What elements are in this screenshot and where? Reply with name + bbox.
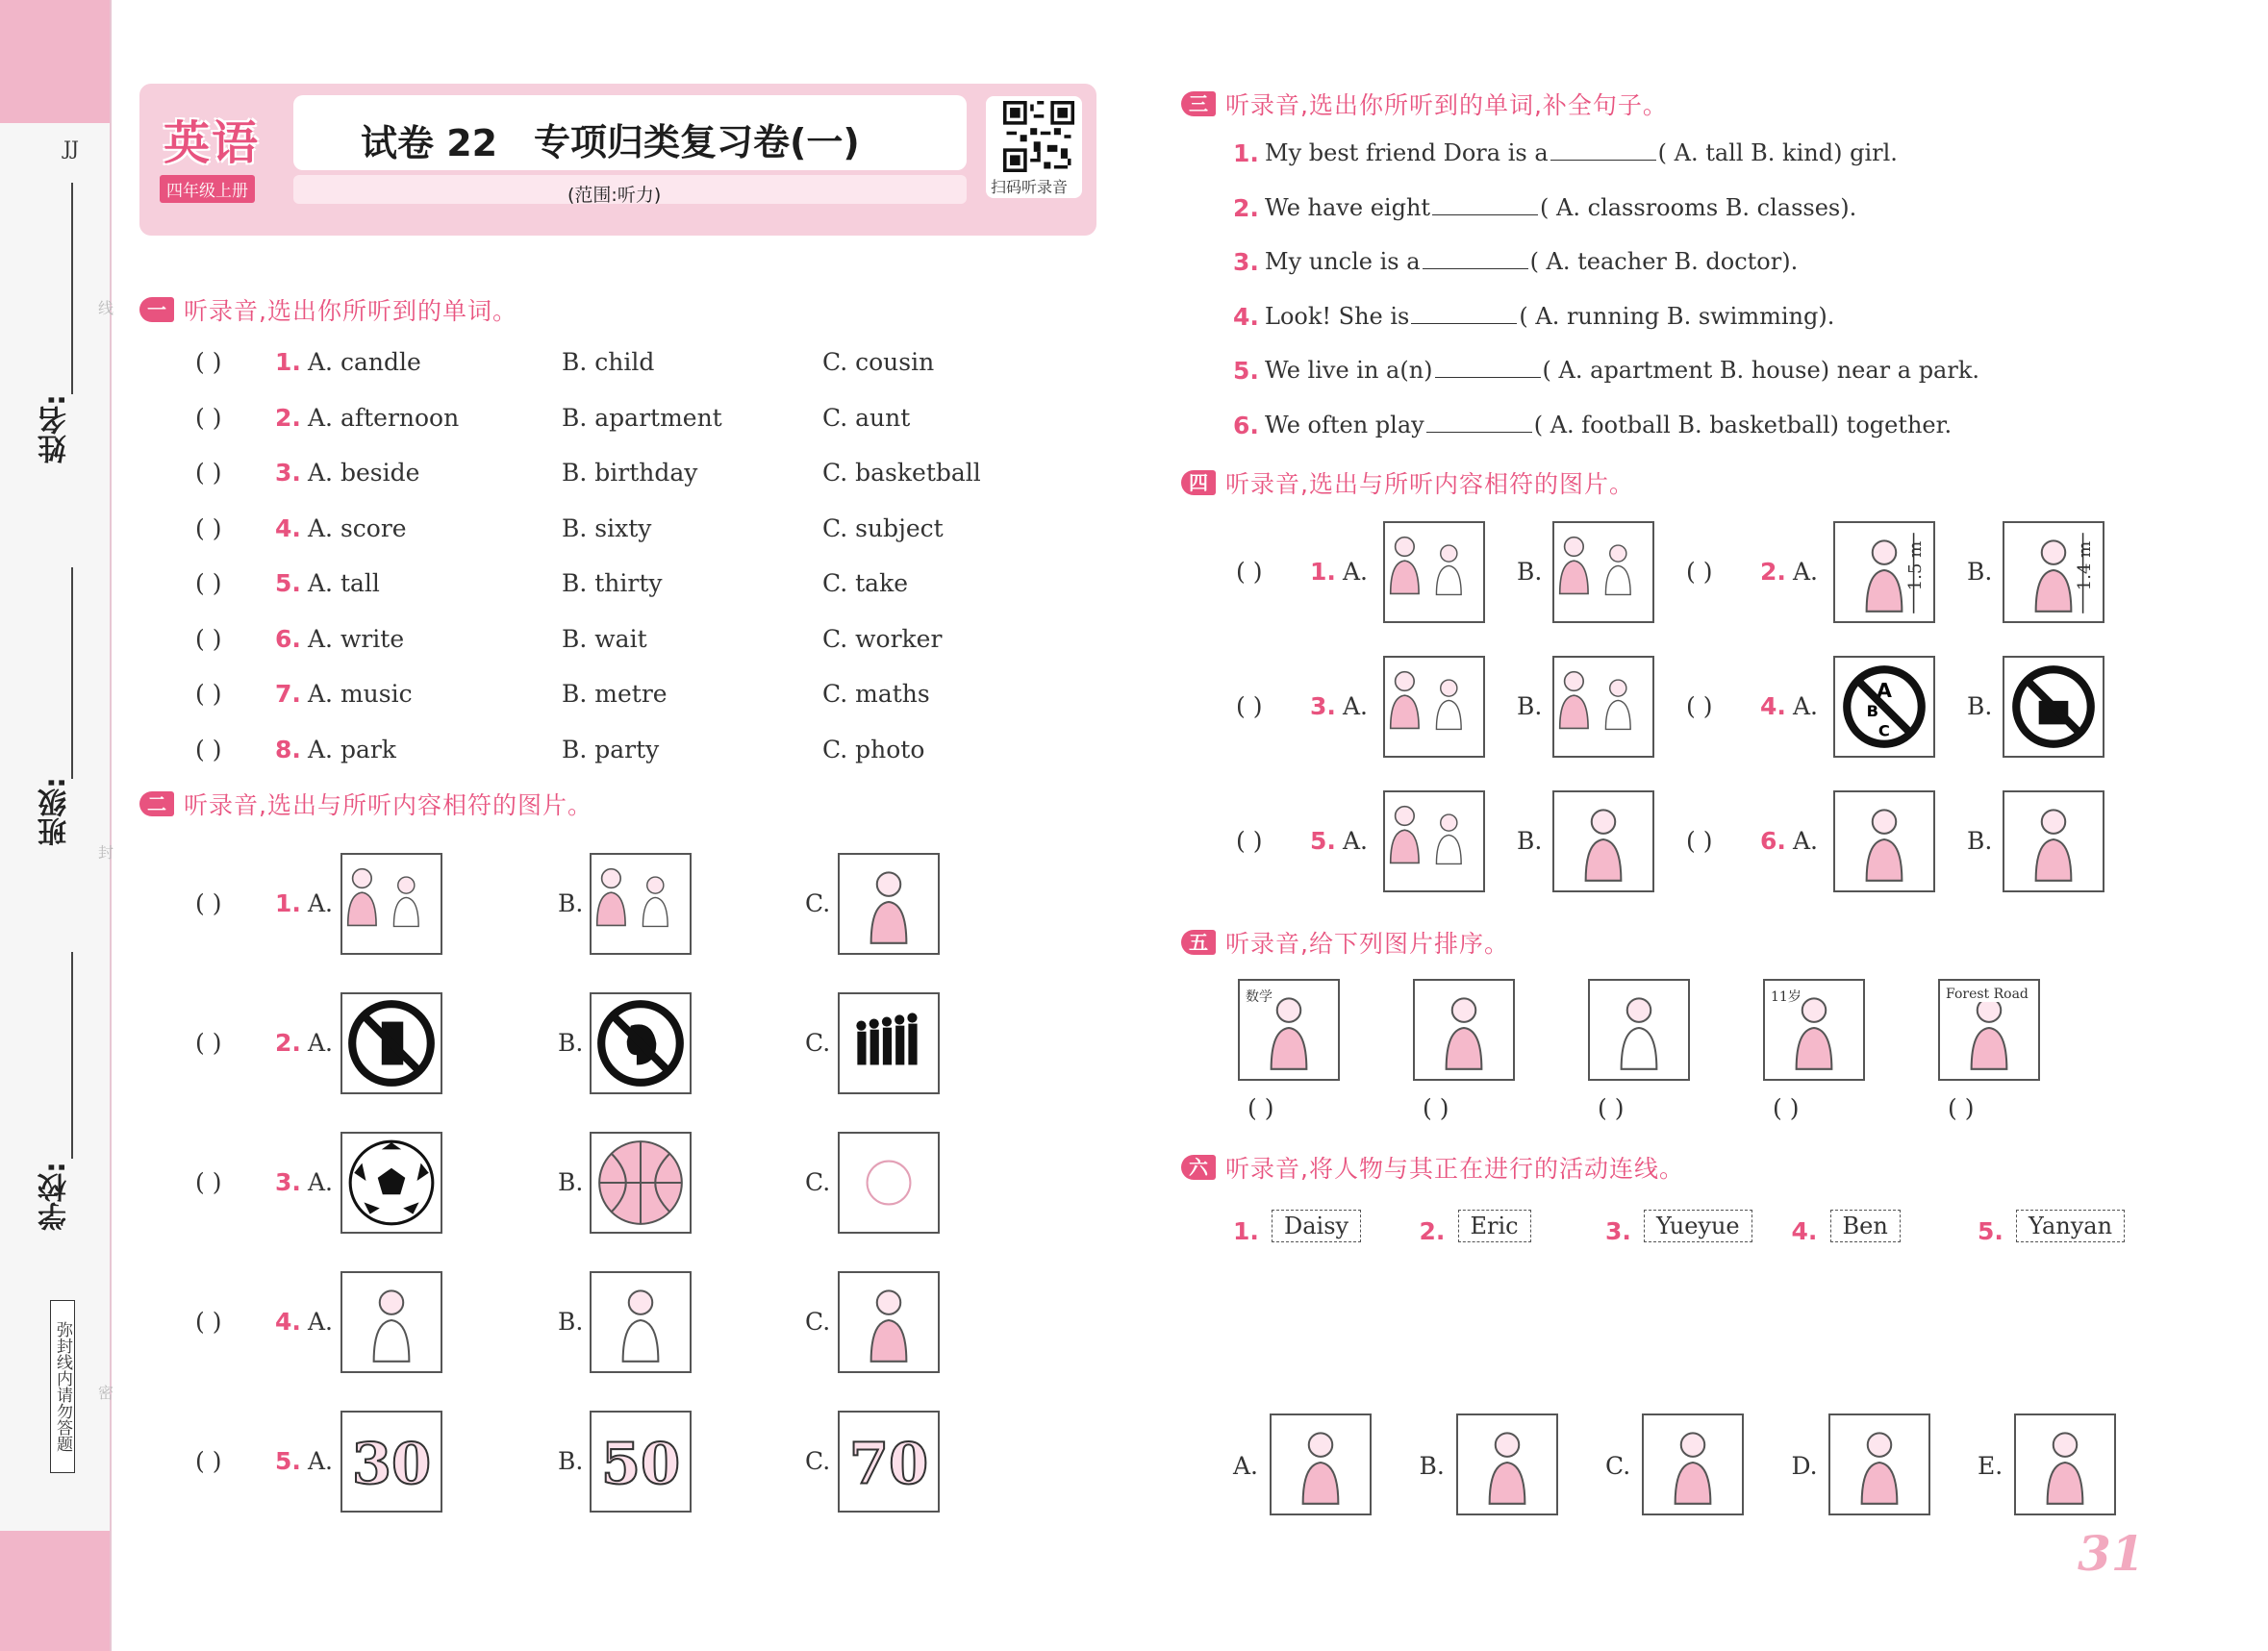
answer-blank[interactable] — [1411, 304, 1517, 324]
answer-blank[interactable] — [1550, 140, 1656, 161]
table-tennis-icon — [1830, 1415, 1928, 1513]
question-number: 5. — [1233, 357, 1259, 385]
sequence-picture — [1413, 979, 1515, 1081]
answer-paren[interactable]: ( ) — [195, 624, 222, 653]
section-instruction: 听录音,选出你所听到的单词,补全句子。 — [1225, 91, 1668, 119]
svg-text:30: 30 — [351, 1429, 432, 1497]
ping-pong-ball-icon — [840, 1134, 938, 1232]
activity-picture[interactable] — [1456, 1413, 1558, 1515]
option-a: A. candle — [308, 348, 421, 376]
school-line — [71, 952, 73, 1159]
option-b: B. thirty — [562, 569, 663, 597]
height-label: 1.5 m — [1905, 540, 1927, 591]
swimming-icon — [1272, 1415, 1370, 1513]
picture-option[interactable] — [1552, 521, 1654, 623]
picture-option[interactable] — [2003, 521, 2104, 623]
svg-text:C: C — [1877, 721, 1890, 740]
question-number: 3. — [275, 459, 301, 487]
height-label: 1.4 m — [2075, 540, 2096, 591]
person-number: 2. — [1419, 1217, 1446, 1245]
question-number: 1. — [275, 348, 301, 376]
class-label: 班级: — [38, 777, 72, 846]
long-jump-icon — [1835, 792, 1933, 890]
sentence-start: We live in a(n) — [1265, 357, 1433, 384]
no-writing-abc-icon — [1835, 658, 1933, 756]
sentence — [1265, 248, 1798, 275]
order-paren[interactable]: ( ) — [1247, 1094, 1274, 1122]
person-name[interactable]: Yanyan — [2016, 1210, 2125, 1242]
option-c: C. — [805, 1447, 831, 1475]
person-name[interactable]: Eric — [1458, 1210, 1531, 1242]
option-a: A. — [1343, 692, 1369, 720]
sentence-start: We have eight — [1265, 193, 1431, 221]
option-b: B. apartment — [562, 403, 722, 432]
option-b: B. party — [562, 735, 660, 763]
option-b: B. birthday — [562, 459, 698, 487]
question-number: 1. — [1310, 558, 1336, 586]
activity-label: B. — [1419, 1452, 1445, 1480]
50 — [592, 1413, 690, 1511]
big-family-icon — [1385, 658, 1483, 756]
family-cooking-icon — [1385, 792, 1483, 890]
answer-blank[interactable] — [1426, 413, 1532, 433]
picture-option[interactable] — [1383, 521, 1485, 623]
picture-option[interactable] — [590, 1411, 692, 1513]
option-b: B. — [1967, 827, 1993, 855]
sentence-start: My best friend Dora is a — [1265, 139, 1549, 166]
section-number: 一 — [139, 297, 174, 322]
option-a: A. — [1343, 827, 1369, 855]
qr-code-icon[interactable] — [1003, 101, 1074, 172]
question-number: 5. — [275, 569, 301, 597]
answer-paren[interactable]: ( ) — [195, 1029, 222, 1057]
answer-paren[interactable]: ( ) — [195, 459, 222, 487]
question-number: 4. — [275, 1308, 301, 1336]
binding-strip-top — [0, 0, 110, 123]
sequence-picture — [1938, 979, 2040, 1081]
paper-scope: (范围:听力) — [567, 185, 662, 206]
person-number: 4. — [1791, 1217, 1818, 1245]
seal-char: 封 — [98, 843, 114, 862]
option-c: C. maths — [822, 680, 930, 708]
section3-heading — [1181, 87, 1668, 121]
option-c: C. worker — [822, 624, 943, 653]
section4-heading — [1181, 465, 1634, 500]
option-a: A. — [308, 889, 334, 917]
30 — [342, 1413, 441, 1511]
answer-blank[interactable] — [1435, 358, 1541, 378]
svg-text:B: B — [1866, 702, 1879, 721]
question-number: 2. — [275, 403, 301, 432]
sequence-picture — [1238, 979, 1340, 1081]
option-b: B. wait — [562, 624, 647, 653]
sentence-start: We often play — [1265, 411, 1424, 438]
picture-option[interactable] — [838, 1132, 940, 1234]
answer-paren[interactable]: ( ) — [1236, 827, 1263, 855]
activity-label: D. — [1791, 1452, 1818, 1480]
option-b: B. — [1967, 558, 1993, 586]
option-c: C. — [805, 889, 831, 917]
option-a: A. beside — [308, 459, 420, 487]
picture-caption: 数学 — [1246, 987, 1273, 1006]
sentence-options: ( A. tall B. kind) girl. — [1657, 139, 1898, 166]
children-running-icon — [592, 855, 690, 953]
picture-option[interactable] — [2003, 790, 2104, 892]
option-c: C. — [805, 1168, 831, 1196]
edition-code: JJ — [63, 137, 80, 160]
paper-title: 专项归类复习卷(一) — [534, 121, 860, 163]
question-number: 6. — [1233, 411, 1259, 439]
option-a: A. — [1793, 692, 1819, 720]
answer-paren[interactable]: ( ) — [1236, 558, 1263, 586]
answer-blank[interactable] — [1432, 195, 1538, 215]
section1-heading — [139, 292, 517, 327]
section6-heading — [1181, 1150, 1684, 1185]
option-a: A. — [308, 1447, 334, 1475]
order-paren[interactable]: ( ) — [1948, 1094, 1975, 1122]
section5-heading — [1181, 925, 1509, 960]
section-number: 四 — [1181, 470, 1216, 495]
sentence-start: Look! She is — [1265, 302, 1410, 330]
section-instruction: 听录音,将人物与其正在进行的活动连线。 — [1225, 1155, 1684, 1183]
name-label: 姓名: — [38, 394, 72, 463]
order-paren[interactable]: ( ) — [1598, 1094, 1625, 1122]
doctor-icon — [592, 1273, 690, 1371]
question-number: 2. — [275, 1029, 301, 1057]
school-label: 学校: — [38, 1162, 72, 1231]
option-a: A. afternoon — [308, 403, 460, 432]
option-a: A. tall — [308, 569, 380, 597]
no-entry-door-icon — [342, 994, 441, 1092]
question-number: 3. — [1310, 692, 1336, 720]
person-number: 3. — [1605, 1217, 1631, 1245]
person-number: 5. — [1978, 1217, 2003, 1245]
nurse-icon — [840, 1273, 938, 1371]
70 — [840, 1413, 938, 1511]
high-jump-icon — [2004, 792, 2103, 890]
sentence — [1265, 139, 1898, 166]
section-instruction: 听录音,选出你所听到的单词。 — [184, 297, 517, 325]
answer-paren[interactable]: ( ) — [195, 569, 222, 597]
sequence-picture — [1588, 979, 1690, 1081]
picture-option[interactable] — [590, 992, 692, 1094]
option-b: B. — [558, 1447, 584, 1475]
running-girl-icon — [2016, 1415, 2114, 1513]
two-people-science-icon — [342, 855, 441, 953]
small-family-icon — [1554, 658, 1652, 756]
section-instruction: 听录音,选出与所听内容相符的图片。 — [1225, 470, 1634, 498]
picture-option[interactable] — [590, 1271, 692, 1373]
picture-option[interactable] — [340, 853, 442, 955]
option-a: A. score — [308, 513, 407, 542]
answer-paren[interactable]: ( ) — [1236, 692, 1263, 720]
answer-paren[interactable]: ( ) — [195, 403, 222, 432]
section2-heading — [139, 787, 592, 821]
order-paren[interactable]: ( ) — [1773, 1094, 1800, 1122]
question-number: 6. — [275, 624, 301, 653]
teacher-board-icon — [840, 855, 938, 953]
question-number: 1. — [275, 889, 301, 917]
activity-label: C. — [1605, 1452, 1631, 1480]
picture-option[interactable] — [838, 1411, 940, 1513]
picture-option[interactable] — [1383, 656, 1485, 758]
option-b: B. — [558, 1308, 584, 1336]
cook-icon — [342, 1273, 441, 1371]
picture-option[interactable] — [1552, 790, 1654, 892]
section-instruction: 听录音,给下列图片排序。 — [1225, 930, 1509, 958]
playing-football-icon — [1458, 1415, 1556, 1513]
question-number: 7. — [275, 680, 301, 708]
sentence — [1265, 303, 1834, 330]
picture-option[interactable] — [1383, 790, 1485, 892]
no-answer-warning: 弥封线内请勿答题 — [50, 1300, 75, 1473]
grade-badge: 四年级上册 — [160, 175, 255, 203]
activity-label: A. — [1233, 1452, 1259, 1480]
binding-strip-bottom — [0, 1531, 110, 1651]
option-a: A. — [308, 1308, 334, 1336]
section-number: 五 — [1181, 930, 1216, 955]
question-number: 3. — [275, 1168, 301, 1196]
picture-option[interactable] — [838, 992, 940, 1094]
option-b: B. child — [562, 348, 655, 376]
option-c: C. take — [822, 569, 909, 597]
football-icon — [342, 1134, 441, 1232]
picture-option[interactable] — [838, 1271, 940, 1373]
activity-picture[interactable] — [2014, 1413, 2116, 1515]
option-c: C. cousin — [822, 348, 935, 376]
activity-picture[interactable] — [1828, 1413, 1930, 1515]
option-c: C. photo — [822, 735, 925, 763]
section-instruction: 听录音,选出与所听内容相符的图片。 — [184, 791, 592, 819]
section-number: 六 — [1181, 1155, 1216, 1180]
option-b: B. — [558, 889, 584, 917]
page-number: 31 — [2078, 1525, 2145, 1582]
picture-option[interactable] — [340, 992, 442, 1094]
question-number: 3. — [1233, 248, 1259, 276]
seal-char: 密 — [98, 1384, 114, 1402]
picture-option[interactable] — [1833, 656, 1935, 758]
option-a: A. — [308, 1029, 334, 1057]
picture-option[interactable] — [340, 1271, 442, 1373]
question-number: 4. — [1760, 692, 1786, 720]
picture-option[interactable] — [838, 853, 940, 955]
worker-icon — [1415, 981, 1513, 1079]
option-b: B. — [558, 1168, 584, 1196]
person-number: 1. — [1233, 1217, 1259, 1245]
person-name[interactable]: Ben — [1830, 1210, 1901, 1242]
option-c: C. aunt — [822, 403, 911, 432]
answer-paren[interactable]: ( ) — [195, 1308, 222, 1336]
question-number: 4. — [1233, 302, 1259, 331]
picture-option[interactable] — [1833, 790, 1935, 892]
sentence — [1265, 412, 1952, 438]
answer-paren[interactable]: ( ) — [195, 680, 222, 708]
option-b: B. — [1517, 558, 1543, 586]
sentence — [1265, 357, 1979, 384]
playing-basketball-icon — [1644, 1415, 1742, 1513]
option-a: A. park — [308, 735, 396, 763]
answer-paren[interactable]: ( ) — [195, 889, 222, 917]
question-number: 2. — [1760, 558, 1786, 586]
answer-paren[interactable]: ( ) — [195, 1447, 222, 1475]
answer-paren[interactable]: ( ) — [1686, 558, 1713, 586]
option-a: A. — [308, 1168, 334, 1196]
option-a: A. music — [308, 680, 413, 708]
picture-option[interactable] — [340, 1411, 442, 1513]
option-a: A. — [1343, 558, 1369, 586]
grandparents-computer-icon — [1385, 523, 1483, 621]
activity-label: E. — [1978, 1452, 2003, 1480]
sequence-picture — [1763, 979, 1865, 1081]
option-b: B. — [1517, 692, 1543, 720]
cooking-man-icon — [1590, 981, 1688, 1079]
picture-option[interactable] — [590, 853, 692, 955]
picture-option[interactable] — [1552, 656, 1654, 758]
subject-title: 英语 — [164, 116, 261, 170]
family-gardening-icon — [1554, 523, 1652, 621]
sentence-options: ( A. football B. basketball) together. — [1533, 411, 1953, 438]
order-paren[interactable]: ( ) — [1423, 1094, 1449, 1122]
svg-text:A: A — [1877, 678, 1892, 702]
answer-paren[interactable]: ( ) — [195, 1168, 222, 1196]
sentence-options: ( A. apartment B. house) near a park. — [1542, 357, 1980, 384]
no-noise-icon — [592, 994, 690, 1092]
section-number: 二 — [139, 791, 174, 816]
person-name[interactable]: Yueyue — [1644, 1210, 1752, 1242]
picture-option[interactable] — [340, 1132, 442, 1234]
picture-option[interactable] — [1833, 521, 1935, 623]
question-number: 6. — [1760, 827, 1786, 855]
option-c: C. — [805, 1029, 831, 1057]
answer-paren[interactable]: ( ) — [195, 513, 222, 542]
fruit-basket-icon — [1554, 792, 1652, 890]
paper-number: 试卷 22 — [361, 122, 498, 164]
seal-char: 线 — [98, 299, 114, 317]
svg-text:70: 70 — [848, 1429, 929, 1497]
basketball-icon — [592, 1134, 690, 1232]
option-c: C. subject — [822, 513, 944, 542]
activity-picture[interactable] — [1270, 1413, 1372, 1515]
option-b: B. — [558, 1029, 584, 1057]
question-number: 4. — [275, 513, 301, 542]
qr-label: 扫码听录音 — [991, 178, 1069, 196]
section-number: 三 — [1181, 91, 1216, 116]
no-littering-icon — [2004, 658, 2103, 756]
sentence-start: My uncle is a — [1265, 248, 1421, 275]
option-c: C. — [805, 1308, 831, 1336]
option-b: B. metre — [562, 680, 668, 708]
answer-paren[interactable]: ( ) — [1686, 692, 1713, 720]
picture-caption: 11岁 — [1771, 987, 1802, 1006]
name-line — [71, 183, 73, 394]
option-a: A. — [1793, 558, 1819, 586]
question-number: 5. — [275, 1447, 301, 1475]
option-a: A. — [1793, 827, 1819, 855]
question-number: 1. — [1233, 139, 1259, 167]
answer-paren[interactable]: ( ) — [1686, 827, 1713, 855]
question-number: 8. — [275, 735, 301, 763]
picture-option[interactable] — [2003, 656, 2104, 758]
question-number: 5. — [1310, 827, 1336, 855]
option-c: C. basketball — [822, 459, 981, 487]
answer-blank[interactable] — [1423, 249, 1528, 269]
option-b: B. sixty — [562, 513, 652, 542]
queue-people-icon — [840, 994, 938, 1092]
person-name[interactable]: Daisy — [1272, 1210, 1361, 1242]
option-b: B. — [1517, 827, 1543, 855]
sentence-options: ( A. classrooms B. classes). — [1540, 193, 1857, 221]
option-b: B. — [1967, 692, 1993, 720]
sentence-options: ( A. running B. swimming). — [1519, 302, 1835, 330]
sentence — [1265, 194, 1856, 221]
activity-picture[interactable] — [1642, 1413, 1744, 1515]
sentence-options: ( A. teacher B. doctor). — [1529, 248, 1799, 275]
picture-caption: Forest Road — [1946, 987, 2029, 1002]
class-line — [71, 567, 73, 779]
option-a: A. write — [308, 624, 405, 653]
question-number: 2. — [1233, 193, 1259, 222]
answer-paren[interactable]: ( ) — [195, 348, 222, 376]
answer-paren[interactable]: ( ) — [195, 735, 222, 763]
svg-text:50: 50 — [600, 1429, 681, 1497]
picture-option[interactable] — [590, 1132, 692, 1234]
